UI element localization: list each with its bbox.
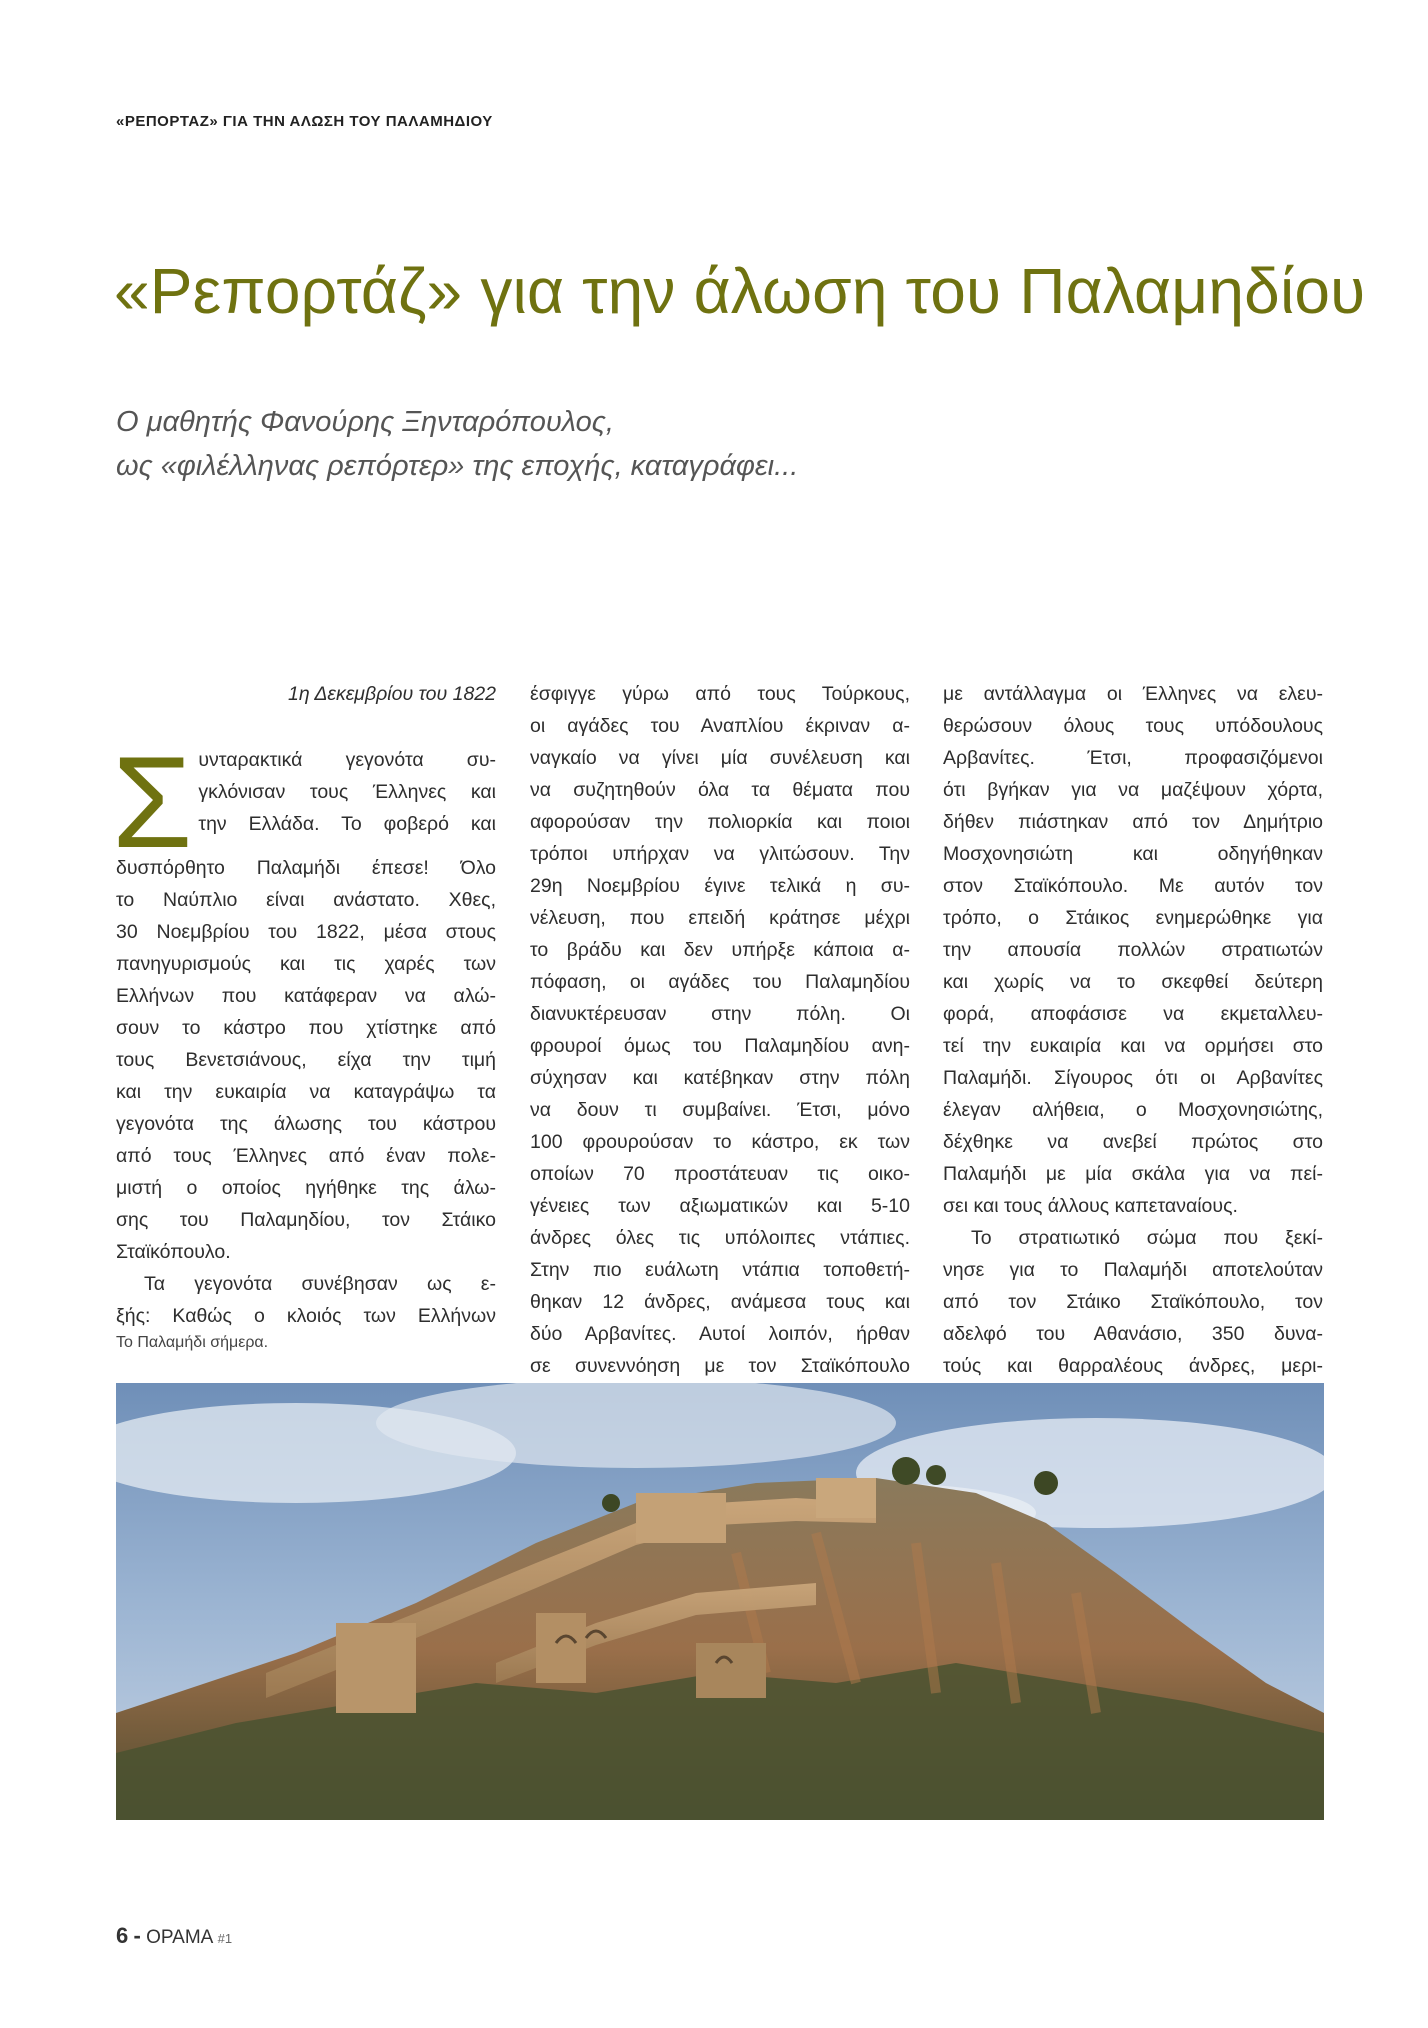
text-line: τρόπο, ο Στάικος ενημερώθηκε για: [943, 907, 1323, 929]
text-line: Παλαμήδι με μία σκάλα για να πεί-: [943, 1163, 1323, 1185]
text-line: σης του Παλαμηδίου, τον Στάικο: [116, 1209, 496, 1231]
text-line: νησε για το Παλαμήδι αποτελούταν: [943, 1259, 1323, 1281]
text-line: από τον Στάικο Σταϊκόπουλο, τον: [943, 1291, 1323, 1313]
article-column-1: [112, 678, 496, 1332]
text-line: 29η Νοεμβρίου έγινε τελικά η συ-: [530, 875, 910, 897]
text-line: να δουν τι συμβαίνει. Έτσι, μόνο: [530, 1099, 910, 1121]
text-line: Παλαμήδι. Σίγουρος ότι οι Αρβανίτες: [943, 1067, 1323, 1089]
issue-number: #1: [217, 1931, 233, 1946]
bastion: [696, 1643, 766, 1698]
text-line: τους Βενετσιάνους, είχα την τιμή: [116, 1049, 496, 1071]
text-line: άνδρες όλες τις υπόλοιπες ντάπιες.: [530, 1227, 910, 1249]
text-line: Το στρατιωτικό σώμα που ξεκί-: [971, 1227, 1323, 1249]
text-line: 100 φρουρούσαν το κάστρο, εκ των: [530, 1131, 910, 1153]
text-line: γκλόνισαν τους Έλληνες και: [198, 781, 496, 803]
text-line: 30 Νοεμβρίου του 1822, μέσα στους: [116, 921, 496, 943]
text-line: μιστή ο οποίος ηγήθηκε της άλω-: [116, 1177, 496, 1199]
text-line: δήθεν πιάστηκαν από τον Δημήτριο: [943, 811, 1323, 833]
bastion: [636, 1493, 726, 1543]
text-line: δύο Αρβανίτες. Αυτοί λοιπόν, ήρθαν: [530, 1323, 910, 1345]
text-line: φρουροί όμως του Παλαμηδίου ανη-: [530, 1035, 910, 1057]
text-line: αδελφό του Αθανάσιο, 350 δυνα-: [943, 1323, 1323, 1345]
text-line: τούς και θαρραλέους άνδρες, μερι-: [943, 1355, 1323, 1377]
article-date: 1η Δεκεμβρίου του 1822: [287, 683, 496, 705]
text-line: διανυκτέρευσαν στην πόλη. Οι: [530, 1003, 910, 1025]
text-line: και την ευκαιρία να καταγράψω τα: [116, 1081, 496, 1103]
text-line: υνταρακτικά γεγονότα συ-: [198, 749, 496, 771]
text-line: ναγκαίο να γίνει μία συνέλευση και: [530, 747, 910, 769]
bastion: [816, 1478, 876, 1518]
tree: [1034, 1471, 1058, 1495]
subtitle-line: Ο μαθητής Φανούρης Ξηνταρόπουλος,: [116, 406, 614, 438]
photo-caption: Το Παλαμήδι σήμερα.: [116, 1334, 269, 1351]
article-subtitle: [116, 400, 798, 488]
text-line: πανηγυρισμούς και τις χαρές των: [116, 953, 496, 975]
text-line: Μοσχονησιώτη και οδηγήθηκαν: [943, 843, 1323, 865]
text-line: αφορούσαν την πολιορκία και ποιοι: [530, 811, 910, 833]
text-line: στον Σταϊκόπουλο. Με αυτόν τον: [943, 875, 1323, 897]
article-title: «Ρεπορτάζ» για την άλωση του Παλαμηδίου: [114, 255, 1366, 327]
bastion: [536, 1613, 586, 1683]
text-line: το Ναύπλιο είναι ανάστατο. Χθες,: [116, 889, 496, 911]
article-column-3: [943, 678, 1323, 1382]
text-line: την Ελλάδα. Το φοβερό και: [198, 813, 496, 835]
text-line: φορά, αποφάσισε να εκμεταλλευ-: [943, 1003, 1323, 1025]
text-line: ότι βγήκαν για να μαζέψουν χόρτα,: [943, 779, 1323, 801]
footer-separator: -: [133, 1923, 141, 1948]
text-line: σουν το κάστρο που χτίστηκε από: [116, 1017, 496, 1039]
text-line: με αντάλλαγμα οι Έλληνες να ελευ-: [943, 683, 1323, 705]
palamidi-photo: [116, 1383, 1324, 1820]
text-line: σει και τους άλλους καπεταναίους.: [943, 1195, 1238, 1217]
tree: [892, 1457, 920, 1485]
text-line: Σταϊκόπουλο.: [116, 1241, 231, 1263]
text-line: οι αγάδες του Αναπλίου έκριναν α-: [530, 715, 910, 737]
text-line: θερώσουν όλους τους υπόδουλους: [943, 715, 1323, 737]
bastion: [336, 1623, 416, 1713]
text-line: δέχθηκε να ανεβεί πρώτος στο: [943, 1131, 1323, 1153]
text-line: δυσπόρθητο Παλαμήδι έπεσε! Όλο: [116, 857, 496, 879]
text-line: τρόποι υπήρχαν να γλιτώσουν. Την: [530, 843, 910, 865]
text-line: Τα γεγονότα συνέβησαν ως ε-: [144, 1273, 496, 1295]
text-line: έσφιγγε γύρω από τους Τούρκους,: [530, 683, 910, 705]
text-line: οποίων 70 προστάτευαν τις οικο-: [530, 1163, 910, 1185]
running-head: «ΡΕΠΟΡΤΑΖ» ΓΙΑ ΤΗΝ ΑΛΩΣΗ ΤΟΥ ΠΑΛΑΜΗΔΙΟΥ: [116, 113, 493, 130]
tree: [602, 1494, 620, 1512]
text-line: τεί την ευκαιρία και να ορμήσει στο: [943, 1035, 1323, 1057]
text-line: την απουσία πολλών στρατιωτών: [943, 939, 1323, 961]
text-line: γένειες των αξιωματικών και 5-10: [530, 1195, 910, 1217]
text-line: και χωρίς να το σκεφθεί δεύτερη: [943, 971, 1323, 993]
text-line: νέλευση, που επειδή κράτησε μέχρι: [530, 907, 910, 929]
tree: [926, 1465, 946, 1485]
text-line: Αρβανίτες. Έτσι, προφασιζόμενοι: [943, 747, 1323, 769]
magazine-name: ΟΡΑΜΑ: [146, 1927, 213, 1948]
text-line: σε συνεννόηση με τον Σταϊκόπουλο: [530, 1355, 910, 1377]
drop-cap: Σ: [112, 729, 193, 875]
text-line: έλεγαν αλήθεια, ο Μοσχονησιώτης,: [943, 1099, 1323, 1121]
text-line: σύχησαν και κατέβηκαν στην πόλη: [530, 1067, 910, 1089]
text-line: Στην πιο ευάλωτη ντάπια τοποθετή-: [530, 1259, 910, 1281]
page-number: 6: [116, 1923, 129, 1948]
page-footer: [116, 1923, 232, 1949]
text-line: γεγονότα της άλωσης του κάστρου: [116, 1113, 496, 1135]
text-line: το βράδυ και δεν υπήρξε κάποια α-: [530, 939, 910, 961]
text-line: πόφαση, οι αγάδες του Παλαμηδίου: [530, 971, 910, 993]
subtitle-line: ως «φιλέλληνας ρεπόρτερ» της εποχής, καταγράφει...: [116, 450, 799, 482]
text-line: να συζητηθούν όλα τα θέματα που: [530, 779, 910, 801]
text-line: θηκαν 12 άνδρες, ανάμεσα τους και: [530, 1291, 910, 1313]
article-column-2: [530, 678, 910, 1382]
text-line: από τους Έλληνες από έναν πολε-: [116, 1145, 496, 1167]
text-line: Ελλήνων που κατάφεραν να αλώ-: [116, 985, 496, 1007]
text-line: ξής: Καθώς ο κλοιός των Ελλήνων: [116, 1305, 496, 1327]
